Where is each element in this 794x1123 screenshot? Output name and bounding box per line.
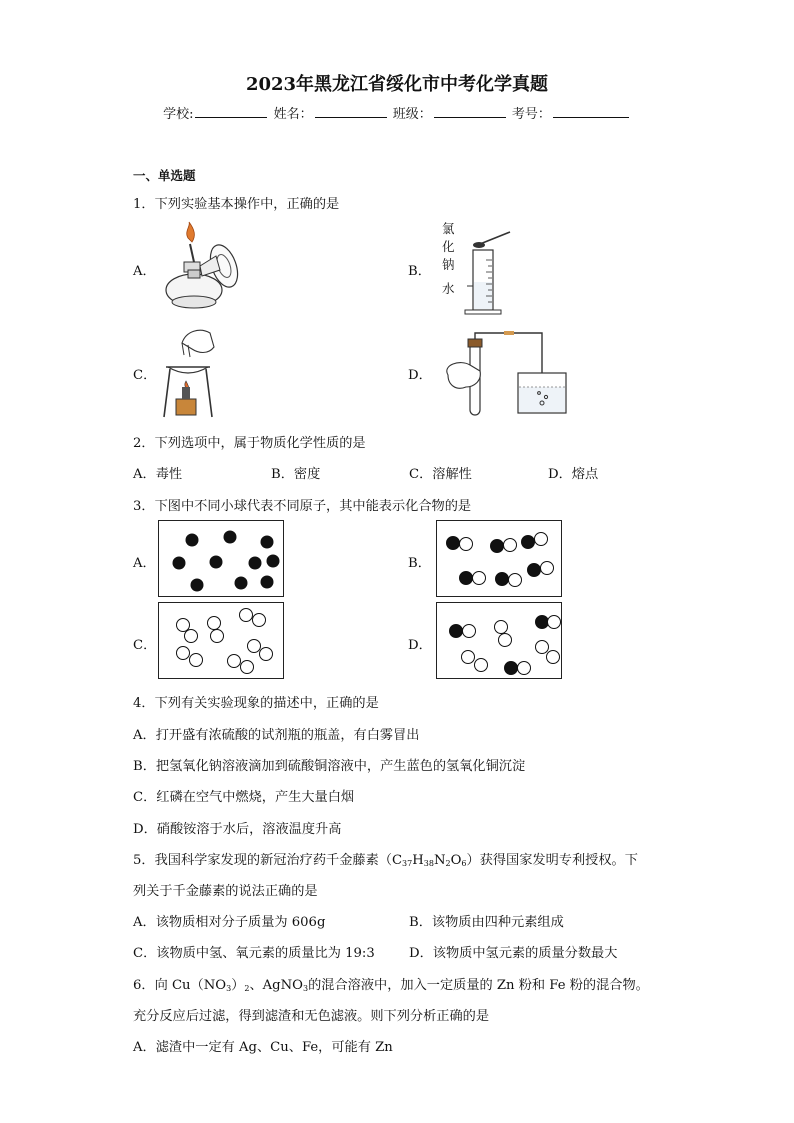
q6-stem-post: 的混合溶液中，加入一定质量的 Zn 粉和 Fe 粉的混合物。: [308, 978, 649, 993]
q6-stem-mid: ）: [231, 978, 245, 993]
q1-b-label-4: 水: [442, 281, 455, 296]
q4-stem: 4．下列有关实验现象的描述中，正确的是: [133, 696, 379, 711]
q6-stem: [133, 974, 649, 993]
q2-options: [133, 463, 693, 481]
q3-box-d: [436, 602, 562, 679]
atom-model-d: [437, 603, 563, 680]
q5-sub-c: 37: [402, 859, 413, 868]
id-blank[interactable]: [553, 105, 629, 118]
school-blank[interactable]: [195, 105, 267, 118]
q5-sub-o: 6: [461, 859, 467, 868]
q1-option-c[interactable]: C．: [133, 368, 157, 383]
q1-b-label-3: 钠: [442, 257, 455, 272]
class-blank[interactable]: [434, 105, 506, 118]
q5-n: N: [433, 853, 446, 868]
q2-option-b[interactable]: B．密度: [271, 467, 321, 482]
q3-option-c[interactable]: C．: [133, 638, 157, 653]
q6-sub-3: 3: [302, 984, 309, 993]
class-label: 班级：: [392, 107, 432, 122]
atom-model-a: [159, 521, 285, 598]
q3-box-b: [436, 520, 562, 597]
name-label: 姓名：: [273, 107, 313, 122]
q5-stem-post: ）获得国家发明专利授权。下: [466, 853, 638, 868]
q3-option-b[interactable]: B．: [408, 556, 431, 571]
atom-model-b: [437, 521, 563, 598]
q3-box-c: [158, 602, 284, 679]
q5-option-b[interactable]: B．该物质由四种元素组成: [409, 915, 564, 930]
q6-sub-1: 3: [226, 984, 232, 993]
q5-option-c[interactable]: C．该物质中氢、氧元素的质量比为 19:3: [133, 946, 375, 961]
q1-b-label-1: 氯: [442, 221, 455, 236]
q1-b-label-2: 化: [442, 239, 455, 254]
evaporating-dish-image: [160, 325, 220, 420]
q5-sub-n: 2: [445, 859, 451, 868]
q5-option-d[interactable]: D．该物质中氢元素的质量分数最大: [409, 946, 618, 961]
q1-stem: 1．下列实验基本操作中，正确的是: [133, 197, 340, 212]
q5-sub-h: 38: [423, 859, 434, 868]
q2-stem: 2．下列选项中，属于物质化学性质的是: [133, 436, 366, 451]
q6-option-a[interactable]: A．滤渣中一定有 Ag、Cu、Fe，可能有 Zn: [133, 1040, 393, 1055]
q5-stem: [133, 849, 638, 868]
q4-option-a[interactable]: A．打开盛有浓硫酸的试剂瓶的瓶盖，有白雾冒出: [133, 728, 420, 743]
q1-option-a[interactable]: A．: [133, 264, 156, 279]
q3-stem: 3．下图中不同小球代表不同原子，其中能表示化合物的是: [133, 499, 472, 514]
q5-option-a[interactable]: A．该物质相对分子质量为 606g: [133, 915, 326, 930]
q3-box-a: [158, 520, 284, 597]
atom-model-c: [159, 603, 285, 680]
alcohol-lamp-ignite-image: [158, 226, 248, 312]
q6-sub-2: 2: [244, 984, 250, 993]
student-info-line: [0, 103, 794, 122]
section-title: 一、单选题: [133, 168, 196, 183]
q2-option-c[interactable]: C．溶解性: [409, 467, 472, 482]
school-label: 学校:: [163, 107, 194, 122]
q5-options-row1: [133, 911, 693, 929]
q5-options-row2: [133, 942, 693, 960]
q4-option-d[interactable]: D．硝酸铵溶于水后，溶液温度升高: [133, 822, 342, 837]
q4-option-b[interactable]: B．把氢氧化钠溶液滴加到硫酸铜溶液中，产生蓝色的氢氧化铜沉淀: [133, 759, 526, 774]
q5-stem-2: 列关于千金藤素的说法正确的是: [133, 884, 318, 899]
q6-stem-pre: 6．向 Cu（NO: [133, 978, 227, 993]
q6-stem-2: 充分反应后过滤，得到滤渣和无色滤液。则下列分析正确的是: [133, 1009, 490, 1024]
q5-stem-pre: 5．我国科学家发现的新冠治疗药千金藤素（C: [133, 853, 403, 868]
q2-option-d[interactable]: D．熔点: [548, 467, 599, 482]
q1-option-d[interactable]: D．: [408, 368, 432, 383]
q6-stem-mid2: 、AgNO: [249, 978, 303, 993]
q1-b-labels: [442, 220, 455, 298]
id-label: 考号：: [511, 107, 551, 122]
q4-option-c[interactable]: C．红磷在空气中燃烧，产生大量白烟: [133, 790, 355, 805]
airtight-check-image: [440, 325, 565, 420]
q2-option-a[interactable]: A．毒性: [133, 467, 183, 482]
name-blank[interactable]: [315, 105, 387, 118]
q1-option-b[interactable]: B．: [408, 264, 431, 279]
graduated-cylinder-image: [455, 220, 525, 320]
q5-o: O: [450, 853, 462, 868]
q5-h: H: [412, 853, 424, 868]
q3-option-d[interactable]: D．: [408, 638, 432, 653]
q3-option-a[interactable]: A．: [133, 556, 156, 571]
page-title: 2023年黑龙江省绥化市中考化学真题: [245, 74, 549, 95]
